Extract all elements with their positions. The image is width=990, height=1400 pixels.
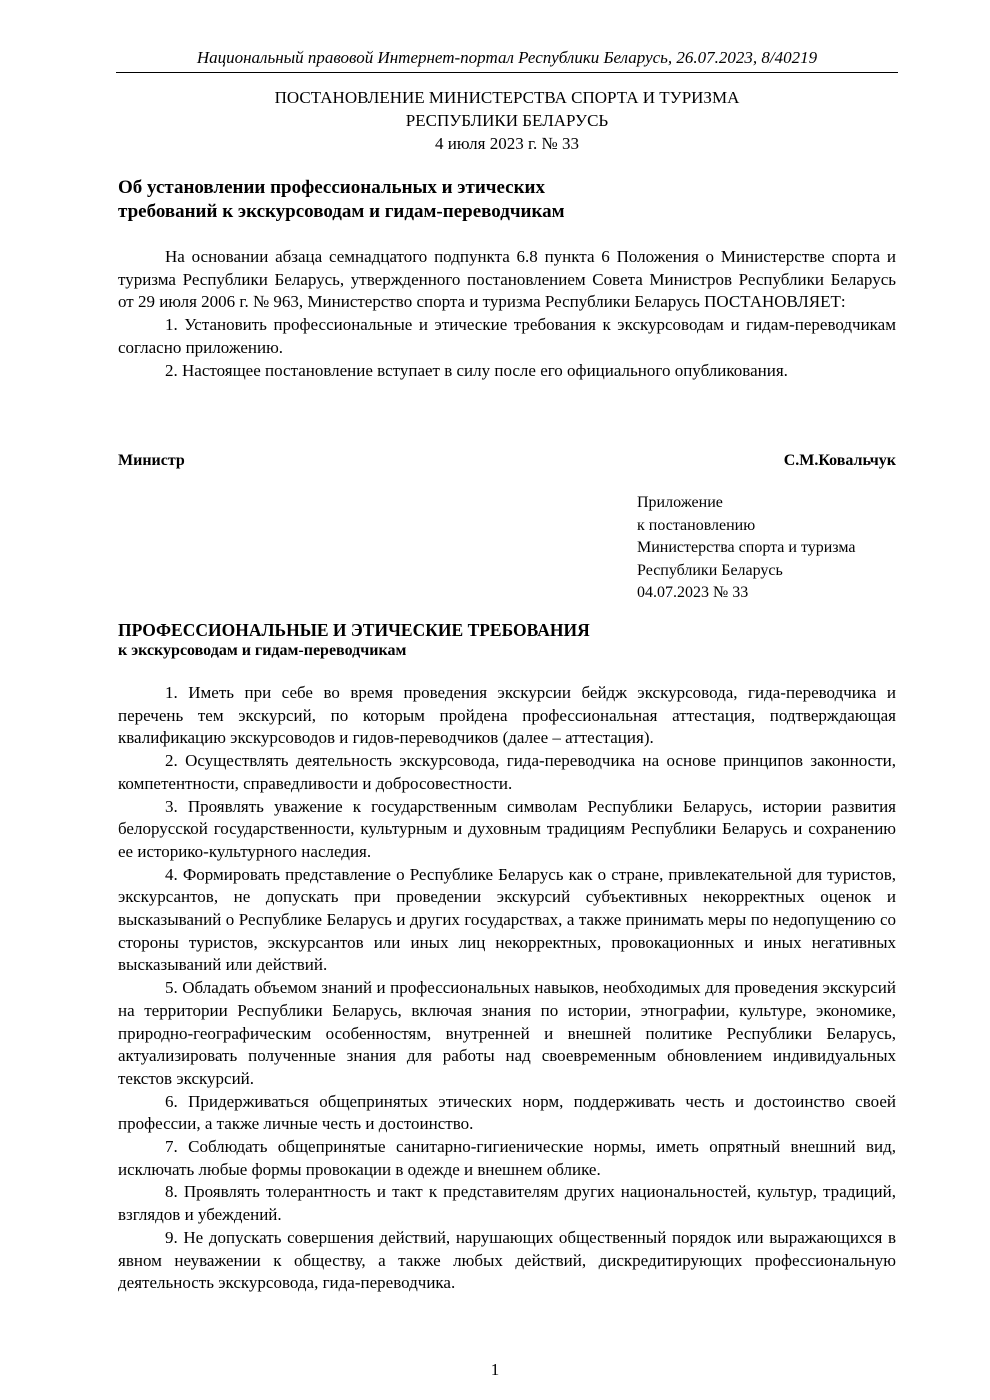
document-title-line-2: требований к экскурсоводам и гидам-переводчикам [118,201,565,222]
header-divider [116,72,898,73]
appendix-line-4: Республики Беларусь [637,561,783,579]
document-type-block [116,86,898,155]
requirement-item: 5. Обладать объемом знаний и профессиональных навыков, необходимых для проведения экскурсий на территории Республики Беларусь, включая знания по истории, этнографии, культуре, экономике, природно-географическим особенностям, внутренней и внешней политике Республики Беларусь, актуализировать полученные знания для работы над своевременным обновлением индивидуальных текстов экскурсий. [118,978,896,1088]
page-number: 1 [490,1360,500,1379]
signatory-name: С.М.Ковальчук [783,452,896,469]
preamble-paragraph-1: 1. Установить профессиональные и этические требования к экскурсоводам и гидам-переводчикам согласно приложению. [118,315,896,357]
requirements-list [118,682,896,1295]
requirements-title-line-1: ПРОФЕССИОНАЛЬНЫЕ И ЭТИЧЕСКИЕ ТРЕБОВАНИЯ [118,620,590,640]
document-type-line-2: РЕСПУБЛИКИ БЕЛАРУСЬ [405,111,609,130]
requirements-title [118,619,590,661]
appendix-line-2: к постановлению [637,516,756,534]
appendix-line-5: 04.07.2023 № 33 [637,584,749,601]
document-type-line-1: ПОСТАНОВЛЕНИЕ МИНИСТЕРСТВА СПОРТА И ТУРИЗМА [274,88,740,107]
document-date-number: 4 июля 2023 г. № 33 [435,134,579,153]
running-head: Национальный правовой Интернет-портал Республики Беларусь, 26.07.2023, 8/40219 [196,48,818,67]
requirement-item: 6. Придерживаться общепринятых этических норм, поддерживать честь и достоинство своей профессии, а также личные честь и достоинство. [118,1091,896,1134]
signatory-position: Министр [118,452,185,469]
appendix-reference [637,492,856,605]
appendix-line-1: Приложение [637,494,723,511]
requirements-title-line-2: к экскурсоводам и гидам-переводчикам [118,642,407,659]
requirement-item: 7. Соблюдать общепринятые санитарно-гигиенические нормы, иметь опрятный внешний вид, исключать любые формы провокации в одежде и внешнем облике. [118,1137,896,1179]
appendix-line-3: Министерства спорта и туризма [637,539,856,556]
requirement-item: 1. Иметь при себе во время проведения экскурсии бейдж экскурсовода, гида-переводчика и перечень тем экскурсий, по которым пройдена профессиональная аттестация, подтверждающая квалификацию экскурсоводов и гидов-переводчиков (далее – аттестация). [118,683,896,748]
document-title-line-1: Об установлении профессиональных и этических [118,177,545,198]
requirement-item: 3. Проявлять уважение к государственным символам Республики Беларусь, истории развития белорусской государственности, культурным и духовным традициям Республики Беларусь и сохранению ее историко-культурного наследия. [118,796,896,861]
requirement-item: 9. Не допускать совершения действий, нарушающих общественный порядок или выражающихся в явном неуважении к обществу, а также любых действий, дискредитирующих профессиональную деятельность экскурсовода, гида-переводчика. [118,1227,896,1293]
preamble [118,246,896,382]
preamble-paragraph-2: 2. Настоящее постановление вступает в силу после его официального опубликования. [165,360,788,380]
requirement-item: 4. Формировать представление о Республике Беларусь как о стране, привлекательной для туристов, экскурсантов, не допускать при проведении экскурсий субъективных некорректных оценок и высказываний о Республике Беларусь и других государствах, а также принимать меры по недопущению со стороны туристов, экскурсантов или иных лиц некорректных, провокационных и иных негативных высказываний или действий. [118,864,896,975]
document-title [118,176,565,224]
requirement-item: 8. Проявлять толерантность и такт к представителям других национальностей, культур, традиций, взглядов и убеждений. [118,1182,896,1225]
preamble-paragraph-basis: На основании абзаца семнадцатого подпункта 6.8 пункта 6 Положения о Министерстве спорта и туризма Республики Беларусь, утвержденного постановлением Совета Министров Республики Беларусь от 29 июля 2006 г. № 963, Министерство спорта и туризма Республики Беларусь ПОСТАНОВЛЯЕТ: [118,247,896,312]
requirement-item: 2. Осуществлять деятельность экскурсовода, гида-переводчика на основе принципов законности, компетентности, справедливости и добросовестности. [118,751,896,793]
